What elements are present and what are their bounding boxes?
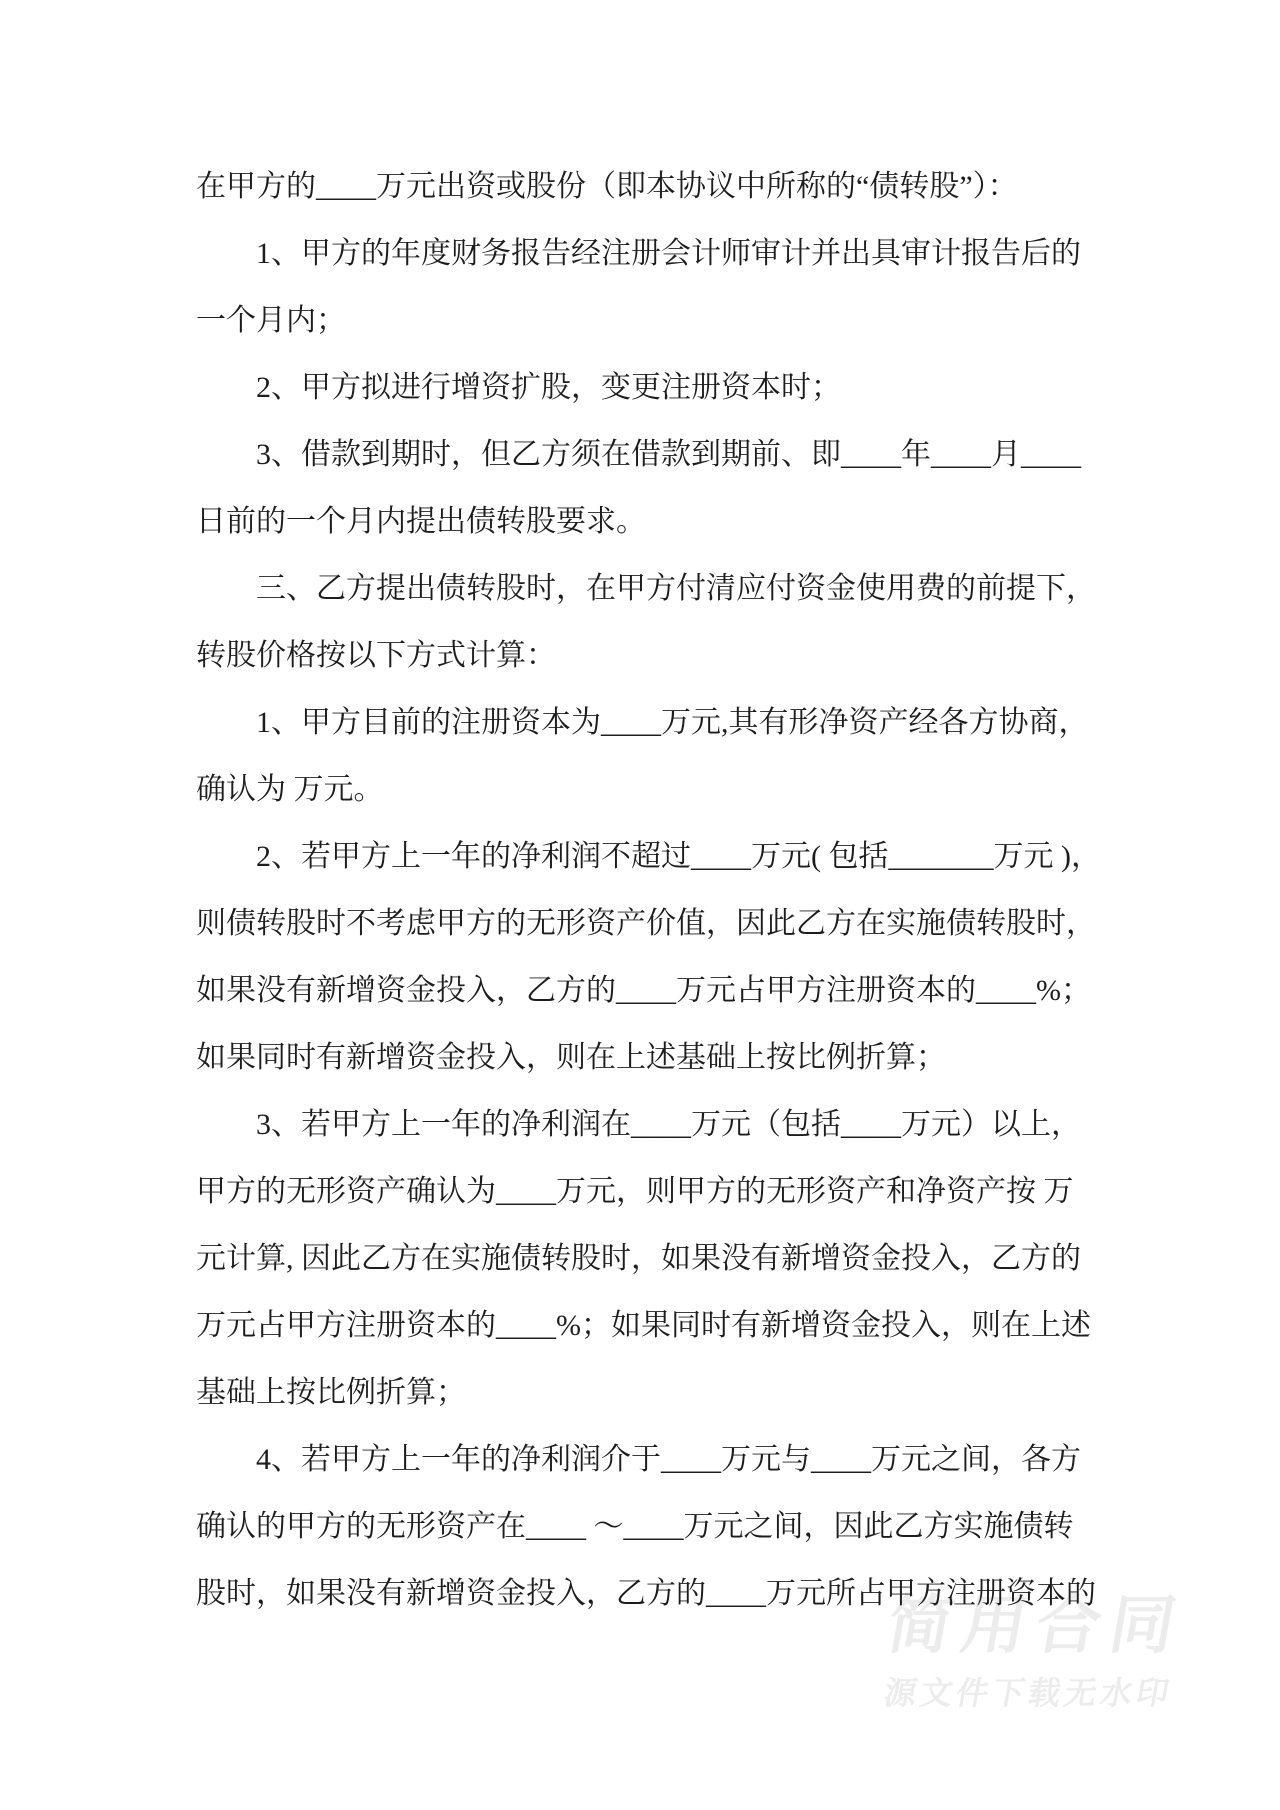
document-line: 4、若甲方上一年的净利润介于____万元与____万元之间，各方: [256, 1443, 1081, 1476]
document-line: 3、借款到期时，但乙方须在借款到期前、即____年____月____: [256, 438, 1081, 471]
document-line: 三、乙方提出债转股时，在甲方付清应付资金使用费的前提下，: [256, 572, 1096, 605]
document-line: 一个月内；: [196, 304, 346, 337]
document-line: 日前的一个月内提出债转股要求。: [196, 505, 646, 538]
contract-body-text: [196, 153, 1101, 1627]
document-line: 如果没有新增资金投入，乙方的____万元占甲方注册资本的____%；: [196, 974, 1091, 1007]
watermark-tagline-text: 源文件下载无水印: [881, 1675, 1176, 1711]
document-line: 在甲方的____万元出资或股份（即本协议中所称的“债转股”）：: [196, 170, 1018, 203]
document-line: 2、若甲方上一年的净利润不超过____万元( 包括_______万元 )，: [256, 840, 1101, 873]
document-line: 则债转股时不考虑甲方的无形资产价值，因此乙方在实施债转股时，: [196, 907, 1096, 940]
document-line: 确认的甲方的无形资产在____ ～____万元之间，因此乙方实施债转: [196, 1510, 1074, 1543]
document-line: 元计算, 因此乙方在实施债转股时，如果没有新增资金投入，乙方的: [196, 1242, 1081, 1275]
document-line: 甲方的无形资产确认为____万元，则甲方的无形资产和净资产按 万: [196, 1175, 1074, 1208]
document-line: 1、甲方的年度财务报告经注册会计师审计并出具审计报告后的: [256, 237, 1081, 270]
document-line: 确认为 万元。: [196, 773, 384, 806]
document-line: 万元占甲方注册资本的____%；如果同时有新增资金投入，则在上述: [196, 1309, 1091, 1342]
document-line: 1、甲方目前的注册资本为____万元,其有形净资产经各方协商，: [256, 706, 1089, 739]
document-line: 基础上按比例折算；: [196, 1376, 466, 1409]
document-line: 转股价格按以下方式计算：: [196, 639, 556, 672]
document-line: 2、甲方拟进行增资扩股，变更注册资本时；: [256, 371, 841, 404]
document-line: 如果同时有新增资金投入，则在上述基础上按比例折算；: [196, 1041, 946, 1074]
document-line: 股时，如果没有新增资金投入，乙方的____万元所占甲方注册资本的: [196, 1577, 1096, 1610]
document-line: 3、若甲方上一年的净利润在____万元（包括____万元）以上，: [256, 1108, 1081, 1141]
watermark-brand-text: 简用合同: [882, 1589, 1191, 1661]
